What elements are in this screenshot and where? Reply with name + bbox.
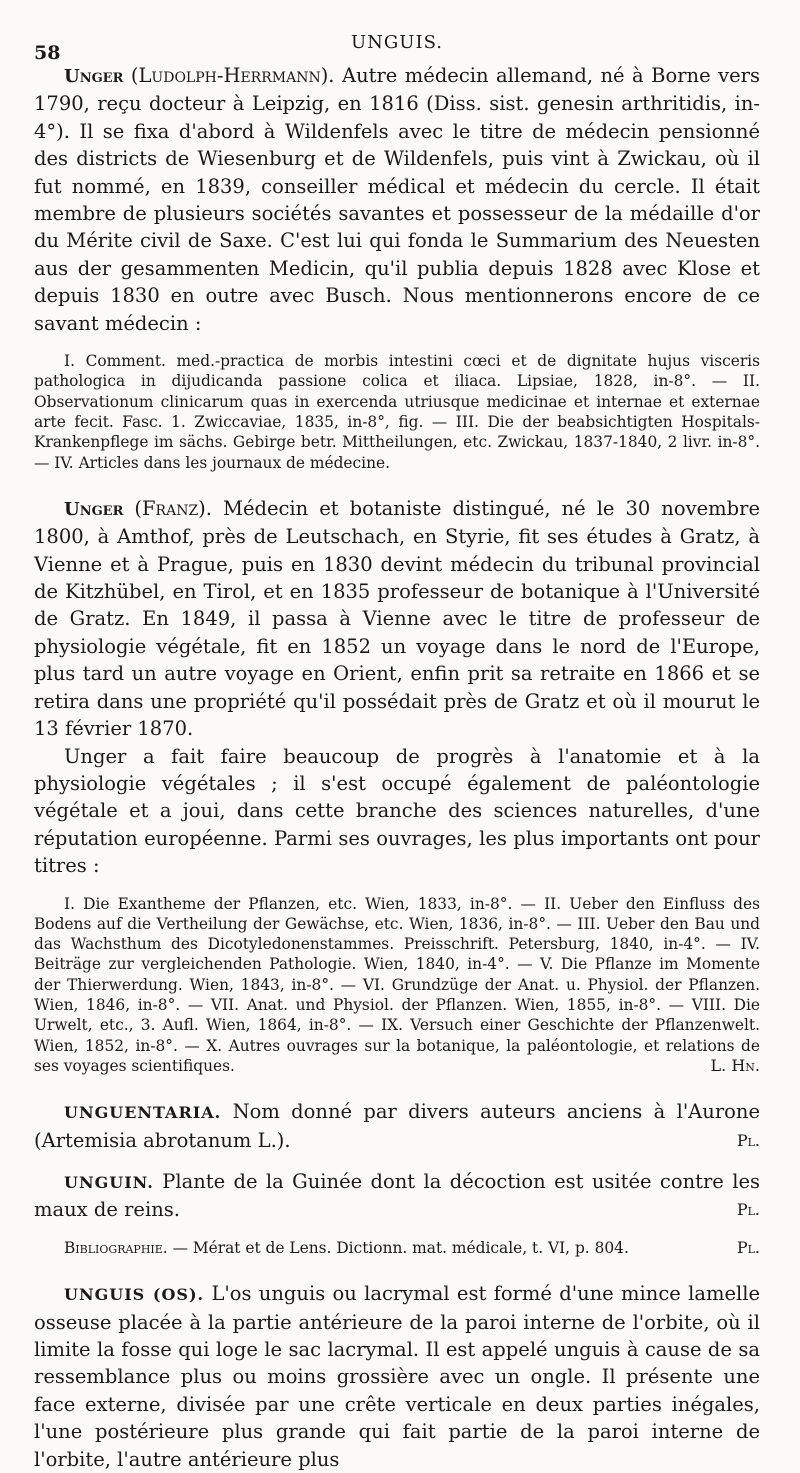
- entry-body: Médecin et botaniste distingué, né le 30 novembre 1800, à Amthof, près de Leutschach, en Styrie, fit ses études à Gratz, à Vienne et à Prague, puis en 1830 devint médecin du tribunal provincial de Kitzhübel, en Tirol, et en 1835 professeur de botanique à l'Université de Gratz. En 1849, il passa à Vienne avec le titre de professeur de physiologie végétale, fit en 1852 un voyage dans le nord de l'Europe, plus tard un autre voyage en Orient, enfin prit sa retraite en 1866 et se retira dans une propriété qu'il possédait près de Gratz et où il mourut le 13 février 1870.: [34, 496, 760, 741]
- headword-name: (Franz).: [134, 496, 212, 520]
- bibliography-signature: Pl.: [736, 1237, 760, 1257]
- entry-body: Plante de la Guinée dont la décoction est usitée contre les maux de reins.: [34, 1170, 760, 1222]
- bibliography-text: — Mérat et de Lens. Dictionn. mat. médicale, t. VI, p. 804.: [172, 1238, 629, 1257]
- entry-body: L'os unguis ou lacrymal est formé d'une mince lamelle osseuse placée à la partie antérieure de la paroi interne de l'orbite, où il limite la fosse qui loge le sac lacrymal. Il est appelé unguis à cause de sa ressemblance plus ou moins grossière avec un ongle. Il présente une face externe, divisée par une crête verticale en deux parties inégales, l'une postérieure plus grande qui fait partie de la paroi interne de l'orbite, l'autre antérieure plus: [34, 1282, 760, 1471]
- entry-unguis-os: [34, 1280, 760, 1473]
- page-number: 58: [34, 42, 61, 64]
- author-signature: L. Hn.: [710, 1055, 760, 1075]
- entry-text-2: Unger a fait faire beaucoup de progrès à l'anatomie et à la physiologie végétales ; il s'est occupé également de paléontologie végétale et a joui, dans cette branche des sciences naturelles, d'une réputation européenne. Parmi ses ouvrages, les plus importants ont pour titres :: [34, 744, 760, 878]
- running-head: UNGUIS.: [351, 32, 443, 53]
- entry-unguentaria: [34, 1098, 760, 1154]
- headword: Unger: [64, 498, 124, 520]
- headword: UNGUIS (OS).: [64, 1285, 205, 1305]
- entry-text: [34, 1098, 760, 1154]
- entry-text: [34, 1168, 760, 1224]
- entry-body: Nom donné par divers auteurs anciens à l'Aurone (Artemisia abrotanum L.).: [34, 1100, 760, 1152]
- bibliography: I. Comment. med.-practica de morbis intestini cœci et de dignitate hujus visceris pathologica in dijudicanda passione colica et iliaca. Lipsiae, 1828, in-8°. — II. Observationum clinicarum quas in exercenda utriusque medicinae et internae et externae arte fecit. Fasc. 1. Zwiccaviae, 1835, in-8°, fig. — III. Die der beabsichtigten Hospitals-Krankenpflege im sächs. Gebirge betr. Mittheilungen, etc. Zwickau, 1837-1840, 2 livr. in-8°. — IV. Articles dans les journaux de médecine.: [34, 352, 760, 472]
- entry-text: [34, 1280, 760, 1473]
- author-signature: Pl.: [736, 1200, 760, 1220]
- bibliography-label: Bibliographie.: [64, 1238, 168, 1257]
- entry-unger-franz: [34, 495, 760, 1076]
- bibliography: [34, 894, 760, 1077]
- headword: UNGUIN.: [64, 1173, 154, 1193]
- bibliography: [34, 1238, 760, 1258]
- headword: UNGUENTARIA.: [64, 1103, 222, 1123]
- headword: Unger: [64, 66, 124, 87]
- bibliography-text: I. Die Exantheme der Pflanzen, etc. Wien, 1833, in-8°. — II. Ueber den Einfluss des Bodens auf die Vertheilung der Gewächse, etc. Wien, 1836, in-8°. — III. Ueber den Bau und das Wachsthum des Dicotyledonenstammes. Preisschrift. Petersburg, 1840, in-4°. — IV. Beiträge zur vergleichenden Pathologie. Wien, 1840, in-4°. — V. Die Pflanze im Momente der Thierwerdung. Wien, 1843, in-8°. — VI. Grundzüge der Anat. u. Physiol. der Pflanzen. Wien, 1846, in-8°. — VII. Anat. und Physiol. der Pflanzen. Wien, 1855, in-8°. — VIII. Die Urwelt, etc., 3. Aufl. Wien, 1864, in-8°. — IX. Versuch einer Geschichte der Pflanzenwelt. Wien, 1852, in-8°. — X. Autres ouvrages sur la botanique, la paléontologie, et relations de ses voyages scientifiques.: [34, 894, 760, 1075]
- entry-text: [34, 62, 760, 337]
- author-signature: Pl.: [736, 1130, 760, 1150]
- entry-unguin: [34, 1168, 760, 1258]
- entry-unger-ludolph: [34, 62, 760, 473]
- page-header: [34, 0, 760, 62]
- headword-name: (Ludolph-Herrmann).: [130, 64, 335, 87]
- entry-body: Autre médecin allemand, né à Borne vers 1790, reçu docteur à Leipzig, en 1816 (Diss. sist. genesin arthritidis, in-4°). Il se fixa d'abord à Wildenfels avec le titre de médecin pensionné des districts de Wiesenburg et de Wildenfels, puis vint à Zwickau, où il fut nommé, en 1839, conseiller médical et médecin du cercle. Il était membre de plusieurs sociétés savantes et possesseur de la médaille d'or du Mérite civil de Saxe. C'est lui qui fonda le Summarium des Neuesten aus der gesammenten Medicin, qu'il publia depuis 1828 avec Klose et depuis 1830 en outre avec Busch. Nous mentionnerons encore de ce savant médecin :: [34, 64, 760, 335]
- entry-text: [34, 495, 760, 743]
